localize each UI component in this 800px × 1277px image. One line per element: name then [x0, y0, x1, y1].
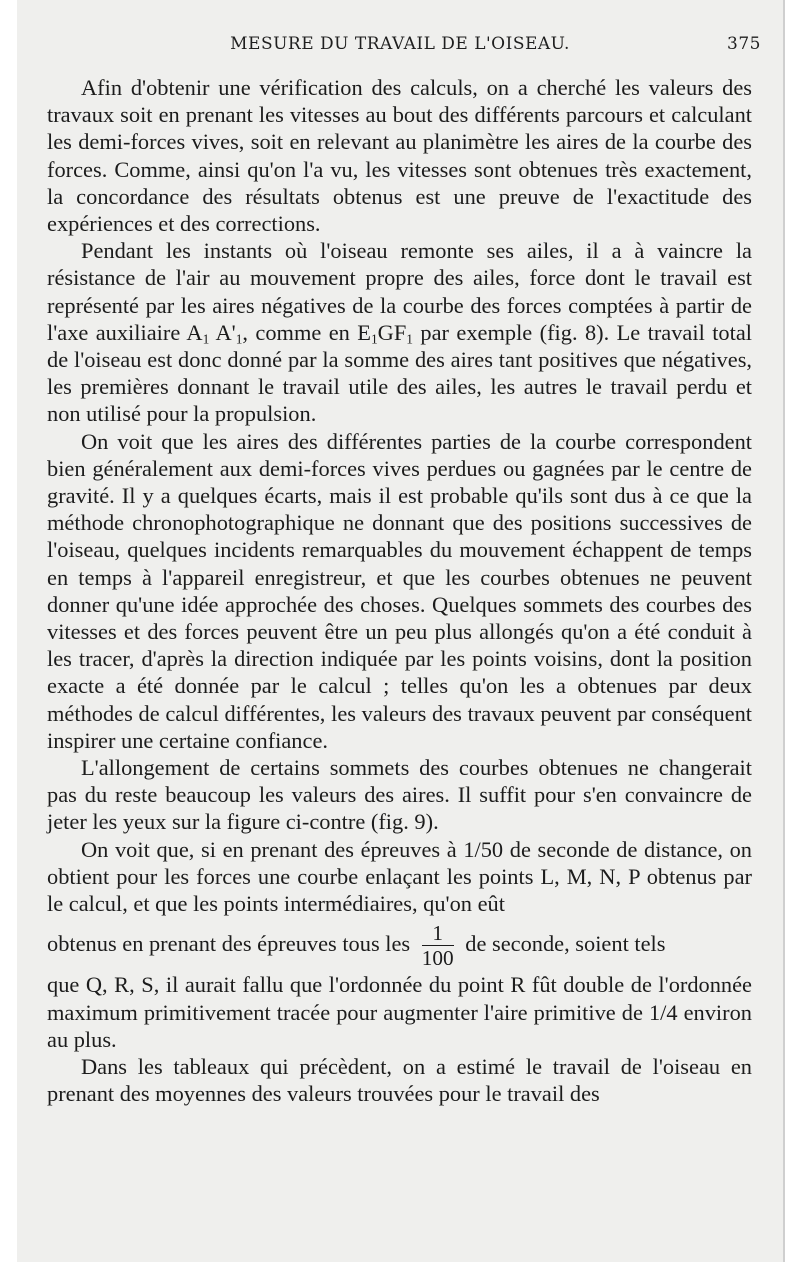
paragraph-tableaux: Dans les tableaux qui précèdent, on a estimé le travail de l'oiseau en prenant des moyennes des valeurs trouvées pour le travail des	[47, 1053, 752, 1107]
page-number: 375	[727, 34, 761, 54]
paragraph-epreuves: On voit que, si en prenant des épreuves à 1/50 de seconde de distance, on obtient pour les forces une courbe enlaçant les points L, M, N, P obtenus par le calcul, et que les points intermédiaires, qu'on eût	[47, 836, 752, 917]
p2-text-d: GF	[377, 319, 407, 345]
running-header	[17, 34, 783, 58]
subscript-a1: 1	[202, 331, 210, 347]
running-title: MESURE DU TRAVAIL DE L'OISEAU.	[230, 34, 570, 54]
fraction-line	[47, 917, 752, 971]
fraction-line-after: de seconde, soient tels	[465, 931, 666, 957]
paragraph-areas: On voit que les aires des différentes parties de la courbe correspondent bien généralement aux demi-forces vives perdues ou gagnées par le centre de gravité. Il y a quelques écarts, mais il est probable qu'ils sont dus à ce que la méthode chronophotographique ne donnant que des positions successives de l'oiseau, quelques incidents remarquables du mouvement échappent de temps en temps à l'appareil enregistreur, et que les courbes obtenues ne peuvent donner qu'une idée approchée des choses. Quelques sommets des courbes des vitesses et des forces peuvent être un peu plus allongés qu'on a été conduit à les tracer, d'après la direction indiquée par les points voisins, dont la position exacte a été donnée par le calcul ; telles qu'on les a obtenues par deux méthodes de calcul différentes, les valeurs des travaux peuvent par conséquent inspirer une certaine confiance.	[47, 428, 752, 753]
subscript-f1: 1	[406, 331, 413, 347]
fraction-numerator: 1	[432, 920, 444, 945]
fraction-denominator: 100	[421, 946, 454, 971]
book-page	[17, 0, 783, 1262]
paragraph-elongation: L'allongement de certains sommets des courbes obtenues ne changerait pas du reste beaucoup les valeurs des aires. Il suffit pour s'en convaincre de jeter les yeux sur la figure ci-contre (fig. 9).	[47, 755, 752, 835]
paragraph-verification: Afin d'obtenir une vérification des calculs, on a cherché les valeurs des travaux soit en prenant les vitesses au bout des différents parcours et calculant les demi-forces vives, soit en relevant au planimètre les aires de la courbe des forces. Comme, ainsi qu'on l'a vu, les vitesses sont obtenues très exactement, la concordance des résultats obtenus est une preuve de l'exactitude des expériences et des corrections.	[47, 75, 752, 237]
subscript-a1-prime: 1	[235, 331, 243, 347]
p2-text-c: , comme en E	[242, 319, 371, 345]
fraction-one-hundredth	[422, 922, 454, 971]
fraction-line-before: obtenus en prenant des épreuves tous les	[47, 931, 411, 957]
subscript-e1: 1	[370, 331, 378, 347]
paragraph-wing-resistance	[47, 237, 752, 427]
p2-text-a: Pendant les instants où l'oiseau remonte ses ailes, il a à vaincre la résistance de l'air au mouvement propre des ailes, force dont le travail est représenté par les aires négatives de la courbe des forces comptées à partir de l'axe auxiliaire A	[47, 238, 752, 345]
paragraph-epreuves-continued: que Q, R, S, il aurait fallu que l'ordonnée du point R fût double de l'ordonnée maximum primitivement tracée pour augmenter l'aire primitive de 1/4 environ au plus.	[47, 972, 752, 1052]
p2-text-e: par exemple (fig. 8). Le travail total de l'oiseau est donc donné par la somme des aires tant positives que négatives, les premières donnant le travail utile des ailes, les autres le travail perdu et non utilisé pour la propulsion.	[47, 319, 752, 427]
body-text	[47, 74, 752, 1107]
p2-text-b: A'	[209, 319, 236, 345]
